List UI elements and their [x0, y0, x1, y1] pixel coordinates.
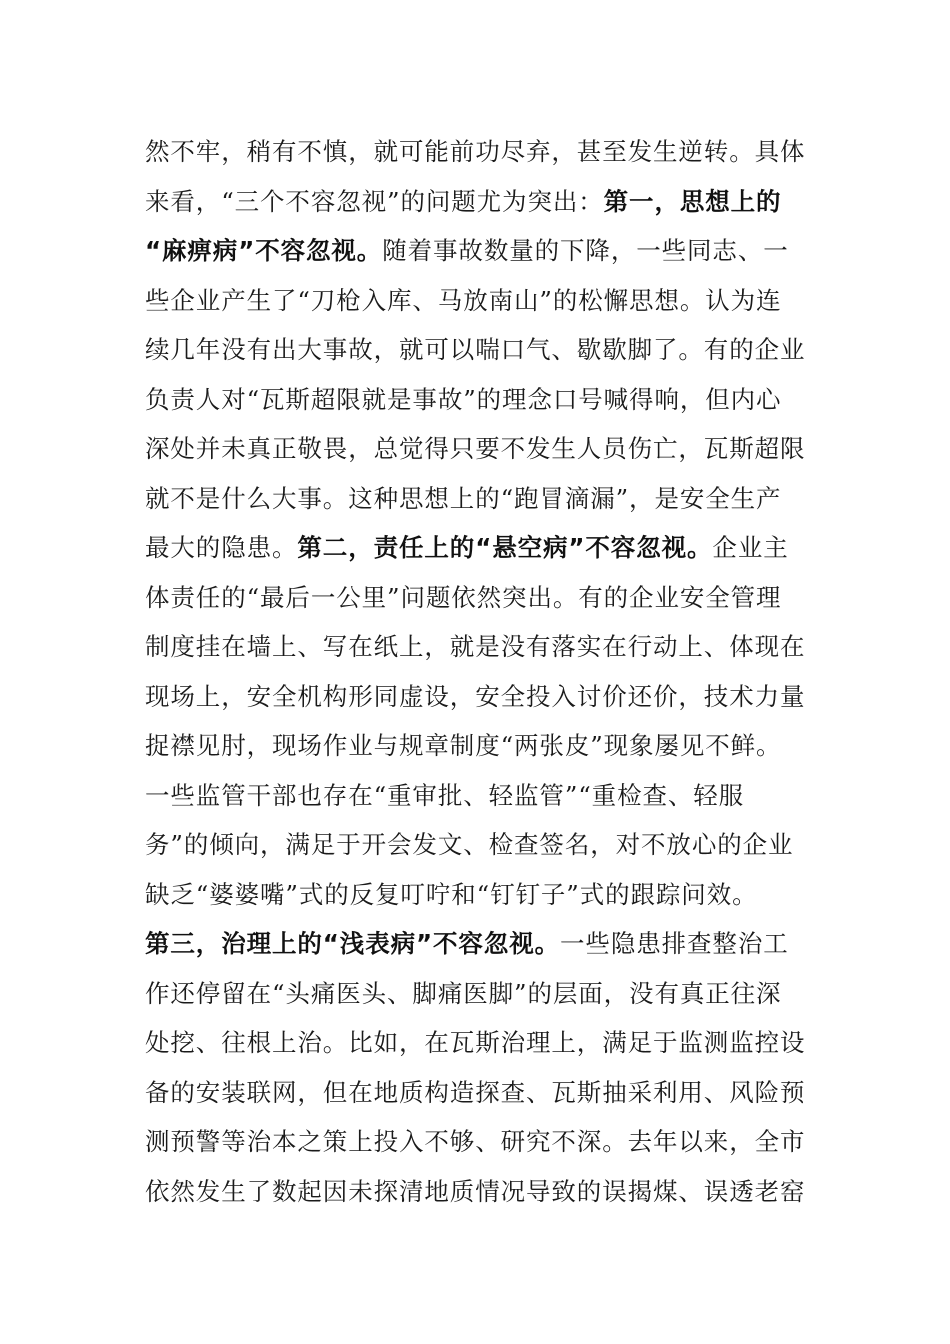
body-text-segment: 深处并未真正敬畏，总觉得只要不发生人员伤亡，瓦斯超限: [145, 434, 806, 463]
body-text-segment: 体责任的“最后一公里”问题依然突出。有的企业安全管理: [145, 582, 782, 612]
body-text-segment: 务”的倾向，满足于开会发文、检查签名，对不放心的企业: [145, 830, 794, 859]
text-line: [145, 1167, 805, 1217]
body-text-segment: 一些隐患排查整治工: [560, 929, 789, 958]
body-text-segment: 最大的隐患。: [145, 533, 298, 562]
body-text-segment: 缺乏“婆婆嘴”式的反复叮咛和“钉钉子”式的跟踪问效。: [145, 879, 758, 909]
text-line: [145, 1117, 805, 1167]
text-line: [145, 276, 805, 326]
bold-heading-text: 第三，治理上的“浅表病”不容忽视。: [145, 929, 561, 958]
text-line: [145, 1068, 805, 1118]
text-line: [145, 424, 805, 474]
body-text-segment: 制度挂在墙上、写在纸上，就是没有落实在行动上、体现在: [145, 632, 806, 661]
text-line: [145, 325, 805, 375]
body-text-segment: 然不牢，稍有不慎，就可能前功尽弃，甚至发生逆转。具体: [145, 137, 806, 166]
text-line: [145, 177, 805, 227]
text-line: [145, 375, 805, 425]
body-text-segment: 就不是什么大事。这种思想上的“跑冒滴漏”，是安全生产: [145, 483, 782, 513]
text-line: [145, 1018, 805, 1068]
text-line: [145, 870, 805, 920]
text-line: [145, 523, 805, 573]
body-text-segment: 备的安装联网，但在地质构造探查、瓦斯抽采利用、风险预: [145, 1077, 806, 1107]
body-text-segment: 测预警等治本之策上投入不够、研究不深。去年以来，全市: [145, 1127, 806, 1156]
body-text-segment: 依然发生了数起因未探清地质情况导致的误揭煤、误透老窑: [145, 1176, 806, 1206]
text-line: [145, 820, 805, 870]
bold-heading-text: “麻痹病”不容忽视。: [145, 236, 383, 265]
body-text-segment: 来看，“三个不容忽视”的问题尤为突出：: [145, 186, 604, 216]
body-text-segment: 现场上，安全机构形同虚设，安全投入讨价还价，技术力量: [145, 681, 806, 711]
body-text-segment: 随着事故数量的下降，一些同志、一: [382, 236, 789, 265]
text-line: [145, 721, 805, 771]
body-text-segment: 处挖、往根上治。比如，在瓦斯治理上，满足于监测监控设: [145, 1028, 806, 1057]
body-text-segment: 些企业产生了“刀枪入库、马放南山”的松懈思想。认为连: [145, 285, 782, 315]
text-line: [145, 672, 805, 722]
text-line: [145, 127, 805, 177]
bold-heading-text: 第二，责任上的“悬空病”不容忽视。: [297, 533, 713, 562]
body-text-segment: 续几年没有出大事故，就可以喘口气、歇歇脚了。有的企业: [145, 335, 806, 364]
text-line: [145, 771, 805, 821]
text-line: [145, 474, 805, 524]
body-text: [145, 127, 805, 1216]
text-line: [145, 573, 805, 623]
body-text-segment: 企业主: [712, 533, 789, 562]
text-line: [145, 622, 805, 672]
text-line: [145, 969, 805, 1019]
body-text-segment: 一些监管干部也存在“重审批、轻监管”“重检查、轻服: [145, 780, 745, 810]
text-line: [145, 226, 805, 276]
bold-heading-text: 第一，思想上的: [603, 186, 782, 216]
text-line: [145, 919, 805, 969]
body-text-segment: 作还停留在“头痛医头、脚痛医脚”的层面，没有真正往深: [145, 978, 782, 1008]
body-text-segment: 负责人对“瓦斯超限就是事故”的理念口号喊得响，但内心: [145, 384, 782, 414]
body-text-segment: 捉襟见肘，现场作业与规章制度“两张皮”现象屡见不鲜。: [145, 731, 782, 760]
